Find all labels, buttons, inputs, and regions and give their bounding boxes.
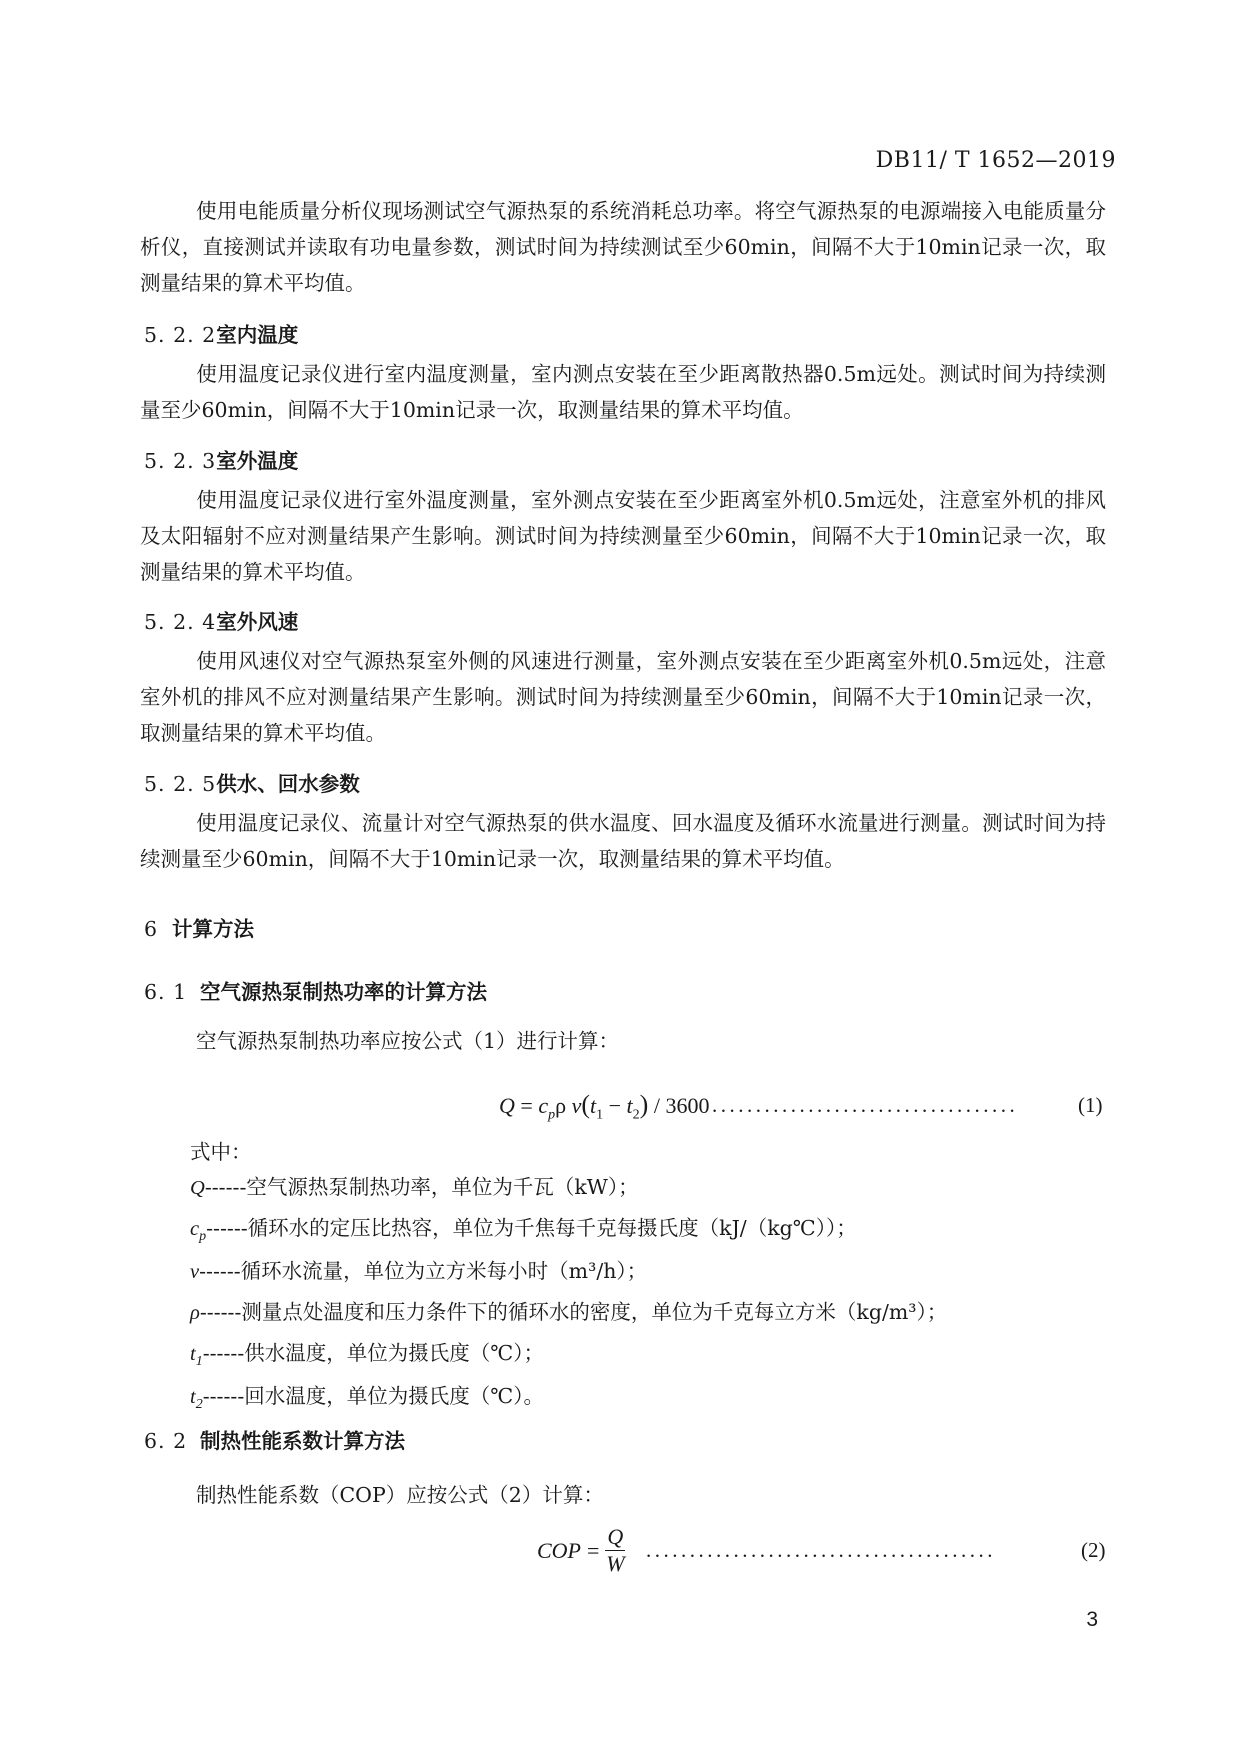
cop-formula: COP = $\frac{Q}{W}$ (537, 1524, 625, 1576)
heading-title: 供水、回水参数 (216, 772, 360, 796)
heading-title: 空气源热泵制热功率的计算方法 (200, 980, 487, 1004)
cop-fraction: $\frac{Q}{W}$ (606, 1524, 625, 1576)
formula2-number: (2) (1081, 1538, 1106, 1562)
formula1-leader-dots: ................................... (712, 1093, 1019, 1117)
formula2-leader-dots: ........................................ (646, 1538, 996, 1562)
heading-number: 5. 2. 4 (144, 610, 217, 634)
outdoor-temperature-paragraph (140, 482, 1106, 590)
heading-number: 5. 2. 2 (144, 323, 217, 347)
heading-number: 6 (144, 917, 159, 941)
heading-5-2-2 (144, 318, 298, 348)
variable-def: ρ------测量点处温度和压力条件下的循环水的密度，单位为千克每立方米（kg/m³）； (190, 1300, 948, 1325)
heading-number: 5. 2. 3 (144, 449, 217, 473)
heading-number: 5. 2. 5 (144, 772, 217, 796)
formula1-number: (1) (1078, 1093, 1103, 1117)
formula1-variable-list (190, 1135, 947, 1423)
paragraph-text: 使用温度记录仪进行室外温度测量，室外测点安装在至少距离室外机0.5m远处，注意室外机的排风及太阳辐射不应对测量结果产生影响。测试时间为持续测量至少60min，间隔不大于10min记录一次，取测量结果的算术平均值。 (140, 488, 1106, 584)
variable-def: Q------空气源热泵制热功率，单位为千瓦（kW）； (190, 1175, 639, 1199)
where-label: 式中： (190, 1140, 252, 1164)
heading-number: 6. 1 (144, 980, 188, 1004)
variable-def: $c_p------$循环水的定压比热容，单位为千焦每千克每摄氏度（kJ/（kg℃））； (190, 1216, 857, 1245)
variable-def: $t_1------$供水温度，单位为摄氏度（℃）； (190, 1341, 544, 1370)
formula2-intro: 制热性能系数（COP）应按公式（2）计算： (196, 1483, 604, 1507)
heading-5-2-4 (144, 605, 298, 635)
page-number: 3 (1086, 1608, 1098, 1631)
heading-title: 室外温度 (216, 449, 299, 473)
heading-6 (144, 912, 254, 942)
power-test-paragraph (140, 193, 1106, 301)
indoor-temperature-paragraph (140, 356, 1106, 428)
formula1-intro: 空气源热泵制热功率应按公式（1）进行计算： (196, 1029, 620, 1053)
heading-number: 6. 2 (144, 1429, 188, 1453)
paragraph-text: 使用电能质量分析仪现场测试空气源热泵的系统消耗总功率。将空气源热泵的电源端接入电能质量分析仪，直接测试并读取有功电量参数，测试时间为持续测试至少60min，间隔不大于10min记录一次，取测量结果的算术平均值。 (140, 199, 1106, 295)
heading-title: 室内温度 (216, 323, 299, 347)
variable-def: v------循环水流量，单位为立方米每小时（m³/h）； (190, 1259, 648, 1284)
paragraph-text: 使用温度记录仪进行室内温度测量，室内测点安装在至少距离散热器0.5m远处。测试时间为持续测量至少60min，间隔不大于10min记录一次，取测量结果的算术平均值。 (140, 362, 1106, 422)
paragraph-text: 使用温度记录仪、流量计对空气源热泵的供水温度、回水温度及循环水流量进行测量。测试时间为持续测量至少60min，间隔不大于10min记录一次，取测量结果的算术平均值。 (140, 811, 1106, 871)
water-parameters-paragraph (140, 805, 1106, 877)
wind-speed-paragraph (140, 643, 1106, 751)
document-code: DB11/ T 1652—2019 (875, 148, 1116, 173)
heading-5-2-5 (144, 767, 360, 797)
heading-6-2 (144, 1424, 405, 1454)
paragraph-text: 使用风速仪对空气源热泵室外侧的风速进行测量，室外测点安装在至少距离室外机0.5m远处，注意室外机的排风不应对测量结果产生影响。测试时间为持续测量至少60min，间隔不大于10min记录一次，取测量结果的算术平均值。 (140, 649, 1106, 745)
heading-title: 制热性能系数计算方法 (200, 1429, 405, 1453)
variable-def: $t_2------$回水温度，单位为摄氏度（℃）。 (190, 1384, 544, 1413)
heating-power-formula: $Q = c_p\rho$ $v(t_1 - t_2) / 3600$ (499, 1090, 710, 1123)
heading-6-1 (144, 975, 487, 1005)
heading-title: 室外风速 (216, 610, 299, 634)
heading-title: 计算方法 (172, 917, 254, 941)
heading-5-2-3 (144, 444, 298, 474)
